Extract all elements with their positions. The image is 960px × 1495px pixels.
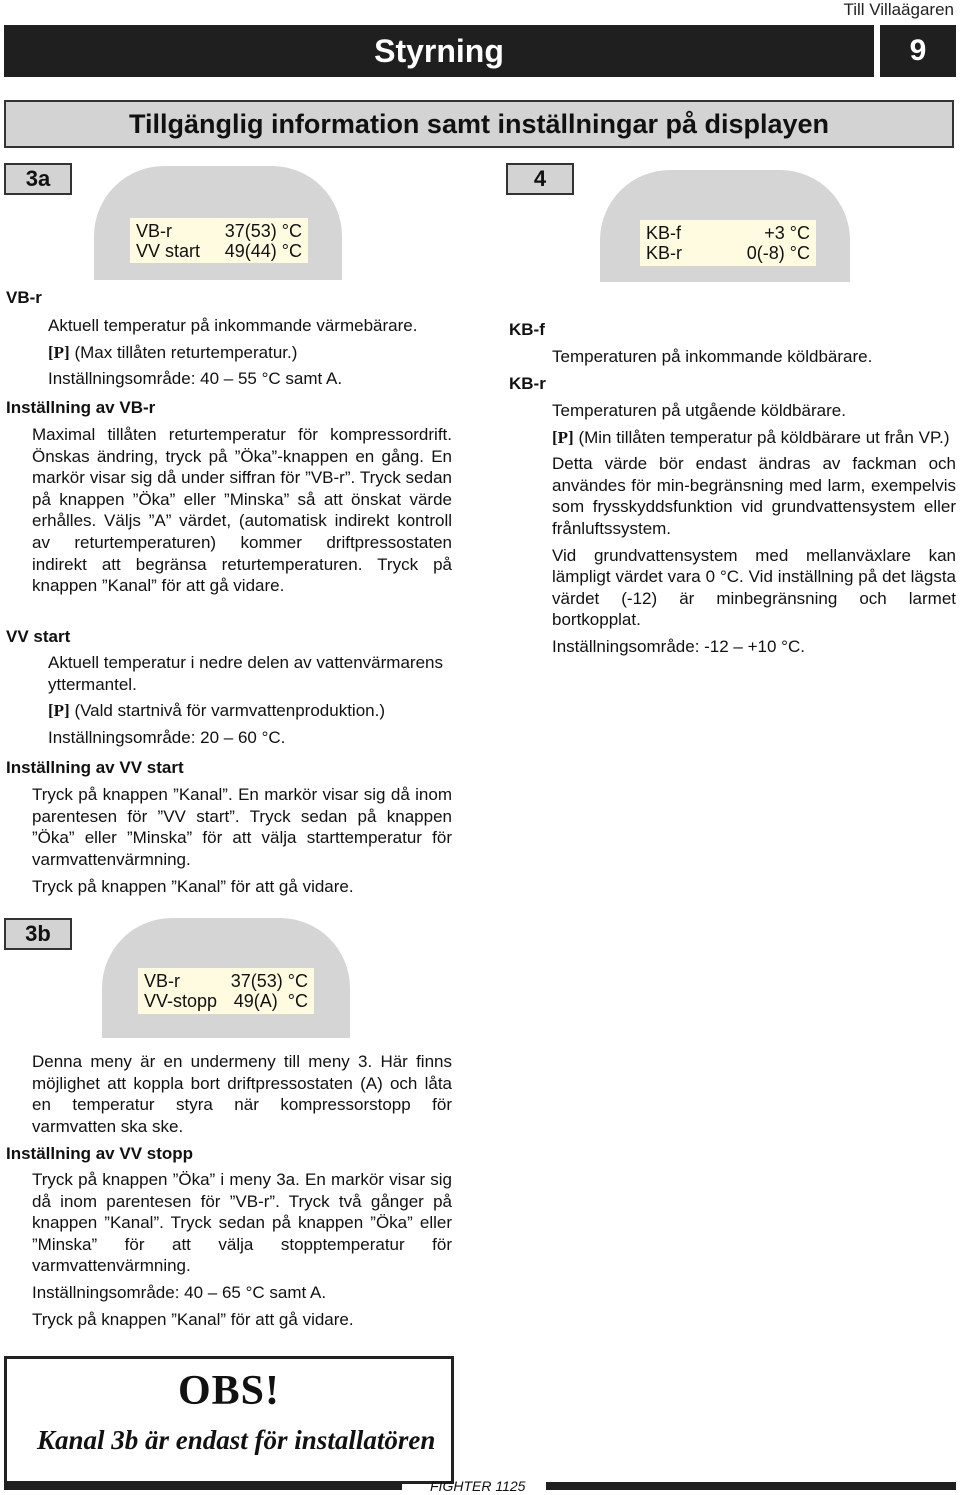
kbf-heading: KB-f: [509, 320, 545, 339]
menu-3a-lcd: [130, 218, 308, 263]
lcd-value: 37(53) °C: [224, 221, 302, 241]
p-marker: [P]: [48, 701, 70, 721]
lcd-label: KB-r: [646, 243, 682, 263]
set-vvstart-next: Tryck på knappen ”Kanal” för att gå vidare.: [32, 877, 354, 896]
lcd-value: 49(44) °C: [224, 241, 302, 261]
kbr-p-line: [552, 427, 956, 449]
set-vvstopp-text: Tryck på knappen ”Öka” i meny 3a. En markör visar sig då inom parentesen för ”VB-r”. Tryck två gånger på knappen ”Kanal”. Tryck sedan på knappen ”Öka” eller ”Minska” för att välja stopptemperatur för varmvattenvärmning.: [32, 1170, 452, 1276]
set-vvstopp-heading: Inställning av VV stopp: [6, 1144, 194, 1163]
obs-title: OBS!: [177, 1368, 281, 1414]
vvstart-heading: VV start: [6, 627, 71, 646]
lcd-label: VB-r: [144, 971, 180, 991]
vvstart-p-line: [48, 700, 458, 722]
set-vvstopp-next: Tryck på knappen ”Kanal” för att gå vidare.: [32, 1310, 354, 1329]
menu-4-lcd: [640, 220, 816, 266]
kbr-heading: KB-r: [509, 374, 546, 393]
kbr-p-text: (Min tillåten temperatur på köldbärare ut från VP.): [573, 427, 950, 447]
p-marker: [P]: [552, 427, 574, 447]
set-vbr-text: Maximal tillåten returtemperatur för kompressordrift. Önskas ändring, tryck på ”Öka”-knappen en gång. En markör visar sig då under siffran för ”VB-r”. Tryck sedan på knappen ”Öka” eller ”Minska” så att önskat värde erhålles. Väljs ”A” värdet, (automatisk indirekt kontroll av returtemperaturen) kommer driftpressostaten indirekt att begränsa returtemperaturen. Tryck på knappen ”Kanal” för att gå vidare.: [32, 425, 452, 596]
vvstart-description: [48, 652, 458, 748]
vbr-p-text: (Max tillåten returtemperatur.): [69, 342, 298, 362]
lcd-value: +3 °C: [764, 223, 810, 243]
footer-model: FIGHTER 1125: [430, 1478, 526, 1494]
set-vbr-heading: Inställning av VB-r: [6, 398, 156, 417]
footer-rule-right: [546, 1482, 956, 1490]
kbr-note: Detta värde bör endast ändras av fackman och användes för min-begränsning med larm, exempelvis som frysskyddsfunktion vid grundvattensystem eller frånluftssystem.: [552, 454, 956, 538]
menu-3a-tag: 3a: [4, 163, 72, 195]
vbr-description: [48, 315, 458, 390]
lcd-label: VB-r: [136, 221, 172, 241]
vvstart-desc: Aktuell temperatur i nedre delen av vattenvärmarens yttermantel.: [48, 653, 443, 694]
section-title: Tillgänglig information samt inställningar på displayen: [4, 100, 954, 148]
kbr-desc: Temperaturen på utgående köldbärare.: [552, 401, 846, 420]
lcd-row: [144, 971, 308, 991]
lcd-label: VV start: [136, 241, 201, 261]
page-title: Styrning: [4, 25, 874, 77]
footer-rule-left: [4, 1482, 402, 1490]
kbr-range: Inställningsområde: -12 – +10 °C.: [552, 636, 805, 656]
vbr-p-line: [48, 342, 458, 364]
obs-text: Kanal 3b är endast för installatören: [37, 1425, 436, 1455]
vbr-heading: VB-r: [6, 288, 42, 307]
lcd-row: [144, 991, 308, 1011]
lcd-label: KB-f: [646, 223, 682, 243]
page-number: 9: [880, 25, 956, 77]
lcd-value: 37(53) °C: [230, 971, 308, 991]
lcd-row: [136, 241, 302, 261]
menu-4-tag: 4: [506, 163, 574, 195]
set-vvstart-text: Tryck på knappen ”Kanal”. En markör visar sig då inom parentesen för ”VV start”. Tryck sedan på knappen ”Öka” eller ”Minska” för att välja starttemperatur för varmvattenvärmning.: [32, 785, 452, 869]
set-vvstart-heading: Inställning av VV start: [6, 758, 184, 777]
lcd-row: [646, 243, 810, 263]
kbf-desc: Temperaturen på inkommande köldbärare.: [552, 347, 873, 366]
kbr-note-2: Vid grundvattensystem med mellanväxlare kan lämpligt värdet vara 0 °C. Vid inställning på det lägsta värdet (-12) är minbegränsning och larmet bortkopplat.: [552, 545, 956, 630]
submenu-description: Denna meny är en undermeny till meny 3. Här finns möjlighet att koppla bort driftpressostaten (A) och låta en temperatur styra när kompressorstopp för varmvatten ska ske.: [32, 1052, 452, 1136]
lcd-row: [646, 223, 810, 243]
lcd-label: VV-stopp: [144, 991, 218, 1011]
lcd-row: [136, 221, 302, 241]
vvstart-p-text: (Vald startnivå för varmvattenproduktion.): [69, 701, 385, 721]
vbr-range: Inställningsområde: 40 – 55 °C samt A.: [48, 369, 343, 389]
lcd-value: 49(A) °C: [233, 991, 308, 1011]
menu-3b-lcd: [138, 968, 314, 1014]
menu-4-display: [600, 170, 850, 282]
menu-3b-tag: 3b: [4, 918, 72, 950]
p-marker: [P]: [48, 342, 70, 362]
menu-3b-display: [102, 918, 350, 1038]
lcd-value: 0(-8) °C: [746, 243, 810, 263]
document-audience: Till Villaägaren: [843, 0, 954, 19]
kbr-description: [552, 400, 956, 658]
vvstart-range: Inställningsområde: 20 – 60 °C.: [48, 727, 286, 747]
set-vvstopp-range: Inställningsområde: 40 – 65 °C samt A.: [32, 1283, 327, 1302]
obs-notice: [4, 1356, 454, 1484]
menu-3a-display: [94, 166, 342, 280]
vbr-desc: Aktuell temperatur på inkommande värmebärare.: [48, 316, 418, 335]
